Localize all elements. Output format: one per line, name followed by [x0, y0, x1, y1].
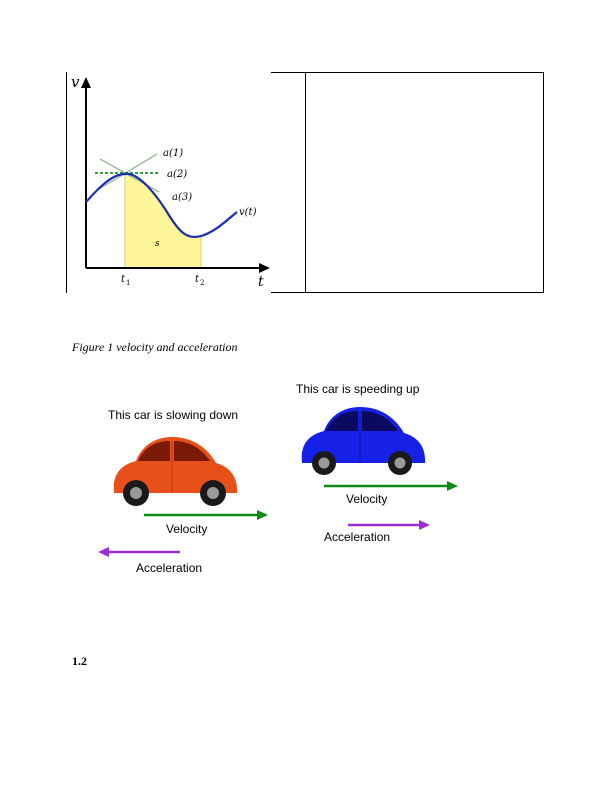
label-a2: a(2) — [167, 169, 188, 180]
speeding-acceleration-arrowhead — [419, 520, 430, 530]
label-t2-subscript: 2 — [200, 279, 205, 287]
speeding-acceleration-label: Acceleration — [324, 530, 391, 544]
orange-car-icon — [114, 437, 237, 506]
label-t1: t — [121, 274, 126, 285]
label-t1-subscript: 1 — [126, 279, 131, 287]
axis-label-v: v — [71, 73, 80, 91]
speeding-velocity-label: Velocity — [346, 492, 388, 506]
speeding-car-group — [296, 382, 458, 544]
blue-car-icon — [302, 407, 425, 475]
slowing-velocity-label: Velocity — [166, 522, 208, 536]
label-a3: a(3) — [172, 192, 193, 203]
label-vt: v(t) — [239, 207, 257, 218]
cars-illustration — [90, 375, 480, 585]
label-s: s — [155, 239, 160, 249]
label-a1: a(1) — [163, 148, 184, 159]
speeding-velocity-arrowhead — [447, 481, 458, 491]
slowing-car-title: This car is slowing down — [108, 408, 239, 422]
table-divider — [305, 73, 306, 292]
axis-label-t: t — [258, 274, 264, 290]
label-t2: t — [195, 274, 200, 285]
figure-caption: Figure 1 velocity and acceleration — [72, 340, 238, 354]
slowing-acceleration-label: Acceleration — [136, 561, 203, 575]
slowing-acceleration-arrowhead — [98, 547, 109, 557]
speeding-car-title: This car is speeding up — [296, 382, 420, 396]
velocity-time-graph — [67, 72, 271, 294]
slowing-car-group — [98, 408, 268, 575]
section-number: 1.2 — [72, 654, 87, 668]
slowing-velocity-arrowhead — [257, 510, 268, 520]
